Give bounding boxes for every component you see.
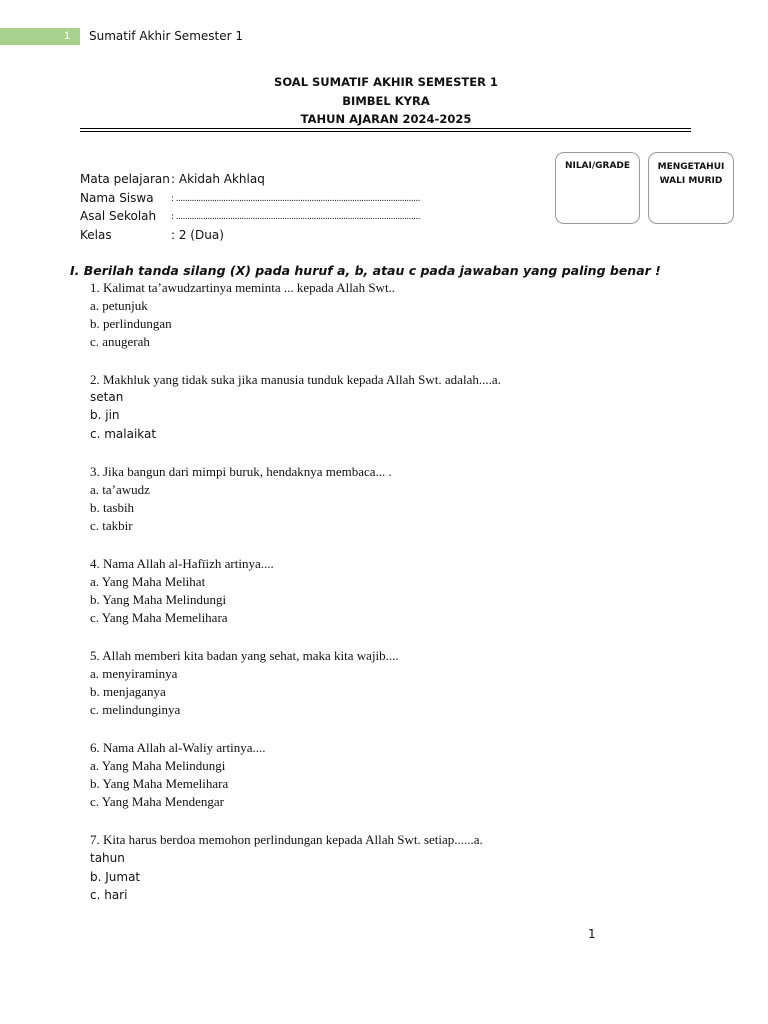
question-2-option-c: c. malaikat (90, 427, 157, 441)
question-6-option-a: a. Yang Maha Melindungi (90, 758, 226, 773)
parent-box (648, 152, 734, 224)
info-mapel (80, 172, 265, 186)
title-divider-bottom (80, 131, 691, 132)
question-6-option-c: c. Yang Maha Mendengar (90, 794, 224, 809)
parent-label-1: MENGETAHUI (657, 162, 725, 172)
parent-label-2: WALI MURID (659, 176, 723, 186)
question-2-option-a: setan (90, 390, 124, 404)
header-page-number: 1 (64, 30, 71, 42)
question-2-option-b: b. jin (90, 408, 120, 422)
footer-page-number: 1 (588, 927, 596, 941)
question-7: 7. Kita harus berdoa memohon perlindungan kepada Allah Swt. setiap......a. (90, 832, 483, 847)
question-5-option-a: a. menyiraminya (90, 666, 178, 681)
question-5-option-c: c. melindunginya (90, 702, 181, 717)
question-5-option-b: b. menjaganya (90, 684, 166, 699)
question-4: 4. Nama Allah al-Hafīizh artinya.... (90, 556, 274, 571)
info-sekolah (80, 209, 420, 223)
nama-label: Nama Siswa (80, 191, 154, 205)
question-6: 6. Nama Allah al-Waliy artinya.... (90, 740, 266, 755)
mapel-value: : Akidah Akhlaq (171, 172, 265, 186)
nama-value: : ............................................................................................................ (171, 194, 420, 204)
question-3-option-c: c. takbir (90, 518, 133, 533)
question-5: 5. Allah memberi kita badan yang sehat, maka kita wajib.... (90, 648, 399, 663)
question-7-option-a: tahun (90, 851, 125, 865)
doc-subtitle: BIMBEL KYRA (342, 94, 430, 108)
kelas-label: Kelas (80, 228, 112, 242)
grade-label: NILAI/GRADE (564, 161, 631, 171)
question-1: 1. Kalimat ta’awudzartinya meminta ... kepada Allah Swt.. (90, 280, 396, 295)
info-kelas (80, 228, 224, 242)
question-1-option-c: c. anugerah (90, 334, 150, 349)
sekolah-value: : ............................................................................................................ (171, 212, 420, 222)
section-instruction: I. Berilah tanda silang (X) pada huruf a, b, atau c pada jawaban yang paling benar ! (70, 263, 661, 278)
question-6-option-b: b. Yang Maha Memelihara (90, 776, 229, 791)
grade-box (555, 152, 640, 224)
sekolah-label: Asal Sekolah (80, 209, 157, 223)
header-title: Sumatif Akhir Semester 1 (89, 29, 243, 43)
question-7-option-b: b. Jumat (90, 870, 141, 884)
question-1-option-b: b. perlindungan (90, 316, 172, 331)
question-4-option-a: a. Yang Maha Melihat (90, 574, 206, 589)
kelas-value: : 2 (Dua) (171, 228, 224, 242)
doc-year: TAHUN AJARAN 2024-2025 (300, 112, 472, 126)
question-7-option-c: c. hari (90, 888, 128, 902)
title-divider-top (80, 128, 691, 129)
question-1-option-a: a. petunjuk (90, 298, 148, 313)
question-3: 3. Jika bangun dari mimpi buruk, hendaknya membaca... . (90, 464, 392, 479)
question-2: 2. Makhluk yang tidak suka jika manusia tunduk kepada Allah Swt. adalah....a. (90, 372, 501, 387)
question-3-option-b: b. tasbih (90, 500, 135, 515)
question-4-option-c: c. Yang Maha Memelihara (90, 610, 228, 625)
question-4-option-b: b. Yang Maha Melindungi (90, 592, 227, 607)
question-3-option-a: a. ta’awudz (90, 482, 150, 497)
doc-title: SOAL SUMATIF AKHIR SEMESTER 1 (274, 75, 498, 89)
info-nama (80, 191, 420, 205)
mapel-label: Mata pelajaran (80, 172, 170, 186)
